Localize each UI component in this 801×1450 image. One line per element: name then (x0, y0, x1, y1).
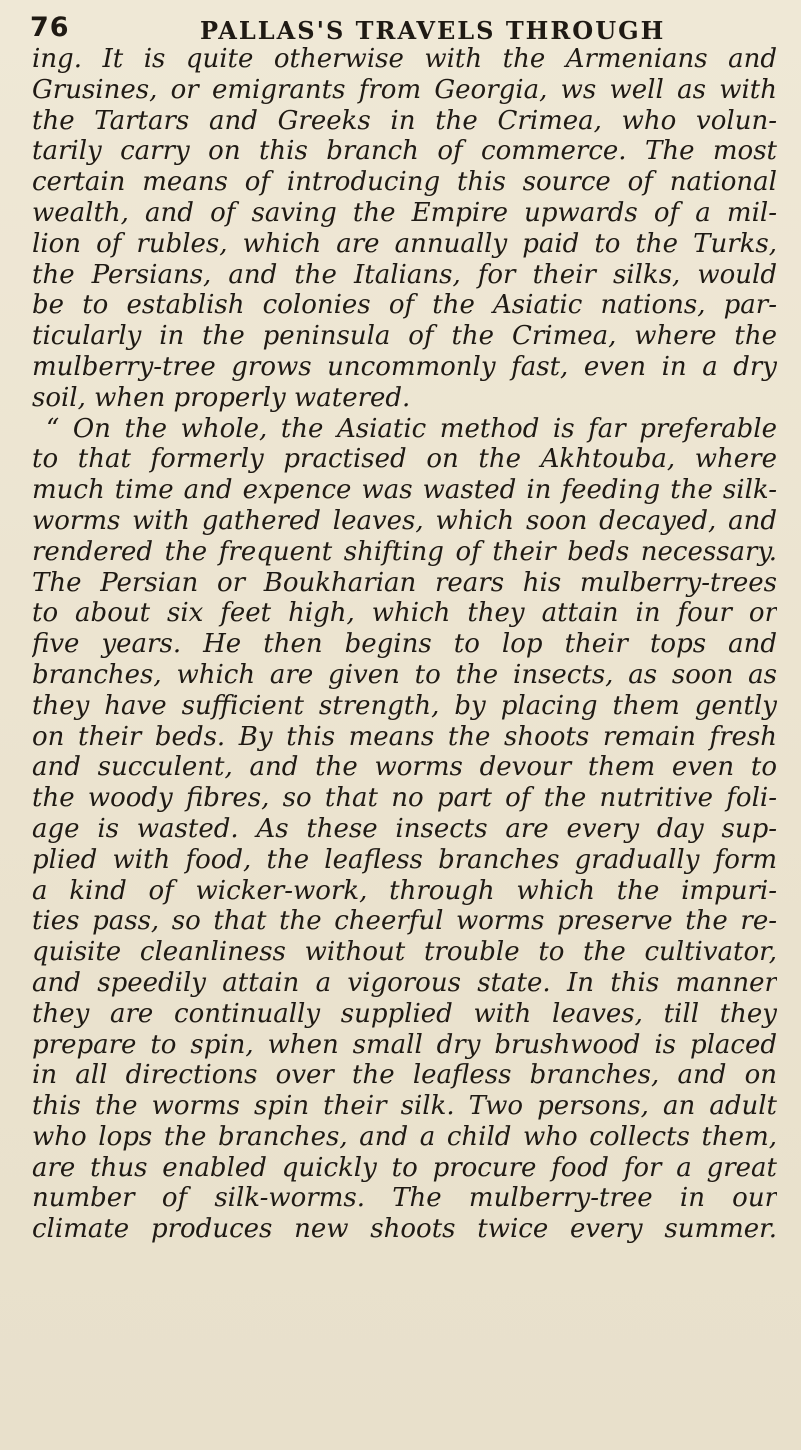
text-line: in all directions over the leafless branches, and on (32, 1060, 777, 1091)
text-line: quisite cleanliness without trouble to the cultivator, (32, 937, 777, 968)
text-line: soil, when properly watered. (32, 382, 411, 413)
body-text (32, 44, 777, 1245)
text-line: ties pass, so that the cheerful worms preserve the re- (32, 906, 777, 937)
running-head: PALLAS'S TRAVELS THROUGH (200, 16, 666, 45)
text-line: on their beds. By this means the shoots remain fresh (32, 721, 777, 752)
text-line: the woody fibres, so that no part of the nutritive foli- (32, 783, 777, 814)
text-line: age is wasted. As these insects are every day sup- (32, 813, 777, 844)
text-line: prepare to spin, when small dry brushwood is placed (32, 1029, 777, 1060)
text-line: plied with food, the leafless branches gradually form (32, 844, 777, 875)
text-line: worms with gathered leaves, which soon decayed, and (32, 505, 777, 536)
text-line: Grusines, or emigrants from Georgia, ws well as with (32, 74, 777, 105)
text-line: branches, which are given to the insects, as soon as (32, 659, 777, 690)
text-line: “ On the whole, the Asiatic method is far preferable (46, 413, 777, 444)
page-number: 76 (30, 12, 70, 43)
text-line: ticularly in the peninsula of the Crimea, where the (32, 321, 777, 352)
text-line: rendered the frequent shifting of their beds necessary. (32, 536, 777, 567)
text-line: wealth, and of saving the Empire upwards of a mil- (32, 197, 777, 228)
text-line: to about six feet high, which they attain in four or (32, 598, 777, 629)
text-line: lion of rubles, which are annually paid to the Turks, (32, 228, 777, 259)
text-line: a kind of wicker-work, through which the impuri- (32, 875, 777, 906)
text-line: mulberry-tree grows uncommonly fast, even in a dry (32, 351, 777, 382)
text-line: who lops the branches, and a child who collects them, (32, 1121, 777, 1152)
text-line: be to establish colonies of the Asiatic nations, par- (32, 290, 777, 321)
text-line: the Persians, and the Italians, for their silks, would (32, 259, 777, 290)
text-line: much time and expence was wasted in feeding the silk- (32, 475, 777, 506)
text-line: the Tartars and Greeks in the Crimea, who volun- (32, 105, 777, 136)
text-line: five years. He then begins to lop their tops and (32, 629, 777, 660)
text-line: ing. It is quite otherwise with the Armenians and (32, 44, 777, 74)
text-line: and speedily attain a vigorous state. In this manner (32, 967, 777, 998)
text-line: The Persian or Boukharian rears his mulberry-trees (32, 567, 777, 598)
text-line: certain means of introducing this source of national (32, 167, 777, 198)
text-line: number of silk-worms. The mulberry-tree in our (32, 1183, 777, 1214)
text-line: they have sufficient strength, by placing them gently (32, 690, 777, 721)
text-line: they are continually supplied with leaves, till they (32, 998, 777, 1029)
text-line: tarily carry on this branch of commerce. The most (32, 136, 777, 167)
text-line: are thus enabled quickly to procure food for a great (32, 1152, 777, 1183)
text-line: to that formerly practised on the Akhtouba, where (32, 444, 777, 475)
text-line: climate produces new shoots twice every summer. (32, 1214, 777, 1245)
text-line: this the worms spin their silk. Two persons, an adult (32, 1091, 777, 1122)
text-line: and succulent, and the worms devour them even to (32, 752, 777, 783)
